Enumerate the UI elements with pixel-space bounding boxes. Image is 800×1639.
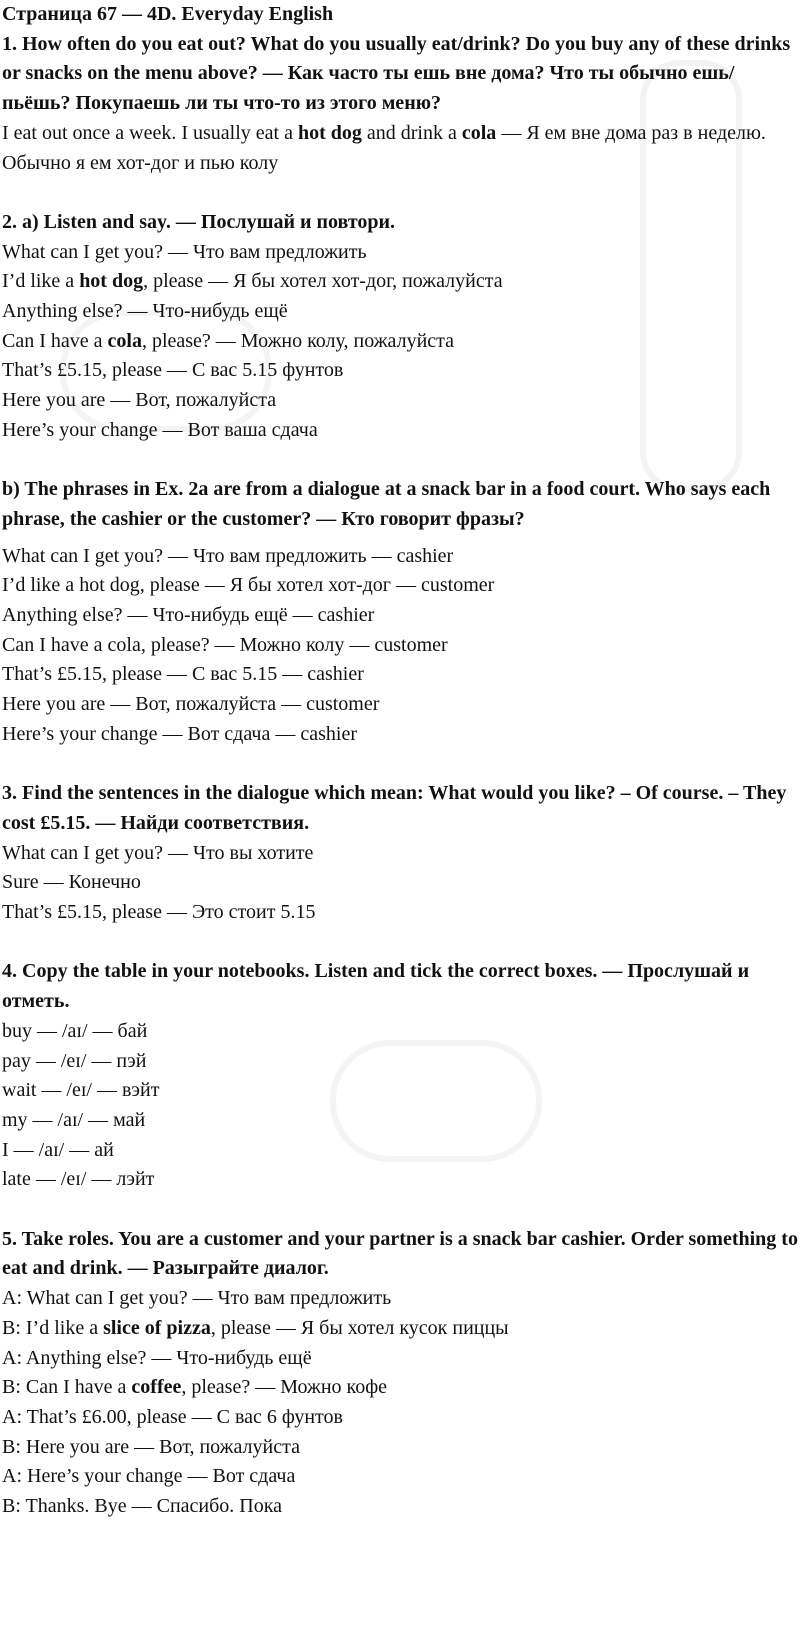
ex2a-line [2, 327, 798, 357]
ex1-answer-bold: cola [461, 121, 497, 144]
ex2a-line: That’s £5.15, please — С вас 5.15 фунтов [2, 359, 344, 382]
ex1-question: 1. How often do you eat out? What do you usually eat/drink? Do you buy any of these drinks or snacks on the menu above? — Как часто ты ешь вне дома? Что ты обычно ешь/пьёшь? Покупаешь ли ты что-то из этого меню? [2, 32, 791, 115]
ex3-line: Sure — Конечно [2, 871, 141, 894]
ex5-line: A: What can I get you? — Что вам предложить [2, 1287, 392, 1310]
ex5-line: A: Anything else? — Что-нибудь ещё [2, 1346, 312, 1369]
ex2b-line: Anything else? — Что-нибудь ещё — cashier [2, 604, 375, 627]
ex1-answer [2, 119, 798, 178]
ex5-bold: slice of pizza [103, 1316, 211, 1339]
ex2a-text: I’d like a [2, 270, 80, 293]
ex2b-line: Here’s your change — Вот сдача — cashier [2, 722, 357, 745]
ex5-line: A: That’s £6.00, please — С вас 6 фунтов [2, 1405, 343, 1428]
page-title: Страница 67 — 4D. Everyday English [2, 3, 334, 25]
ex1-answer-text: and drink a [361, 121, 462, 144]
ex2a-text: , please? — Можно колу, пожалуйста [141, 329, 455, 352]
ex2a-line: Anything else? — Что-нибудь ещё [2, 300, 288, 323]
ex4-line: wait — /eɪ/ — вэйт [2, 1079, 160, 1102]
ex2a-line: What can I get you? — Что вам предложить [2, 240, 367, 263]
ex4-line: pay — /eɪ/ — пэй [2, 1049, 147, 1072]
ex2a-text: , please — Я бы хотел хот-дог, пожалуйста [143, 270, 503, 293]
ex2a-line: Here’s your change — Вот ваша сдача [2, 418, 318, 441]
ex5-text: B: Can I have a [2, 1376, 132, 1399]
ex3-line: That’s £5.15, please — Это стоит 5.15 [2, 901, 316, 924]
document [2, 0, 798, 1522]
ex2a-text: Can I have a [2, 329, 108, 352]
ex4-heading: 4. Copy the table in your notebooks. Listen and tick the correct boxes. — Прослушай и отметь. [2, 960, 750, 1013]
ex1-answer-text: I eat out once a week. I usually eat a [2, 121, 298, 144]
ex2a-bold: hot dog [79, 270, 144, 293]
ex2b-line: I’d like a hot dog, please — Я бы хотел хот-дог — customer [2, 574, 495, 597]
ex5-line: B: Thanks. Bye — Спасибо. Пока [2, 1495, 283, 1518]
ex1-answer-text: — Я ем вне дома раз в неделю. Обычно я ем хот-дог и пью колу [2, 121, 766, 174]
ex4-line: I — /aɪ/ — ай [2, 1138, 114, 1161]
ex5-line [2, 1314, 798, 1344]
ex3-line: What can I get you? — Что вы хотите [2, 841, 314, 864]
ex2b-line: What can I get you? — Что вам предложить — cashier [2, 544, 454, 567]
ex5-text: B: I’d like a [2, 1316, 104, 1339]
ex3-heading: 3. Find the sentences in the dialogue which mean: What would you like? – Of course. – They cost £5.15. — Найди соответствия. [2, 782, 787, 834]
ex2a-line: Here you are — Вот, пожалуйста [2, 389, 277, 412]
ex5-text: , please? — Можно кофе [181, 1376, 388, 1399]
ex2a-bold: cola [107, 329, 142, 352]
ex4-line: my — /aɪ/ — май [2, 1108, 146, 1131]
ex2b-heading: b) The phrases in Ex. 2a are from a dialogue at a snack bar in a food court. Who says each phrase, the cashier or the customer? — Кто говорит фразы? [2, 478, 771, 530]
ex5-bold: coffee [131, 1376, 182, 1399]
ex2b-line: That’s £5.15, please — С вас 5.15 — cashier [2, 663, 364, 686]
ex5-line: A: Here’s your change — Вот сдача [2, 1465, 296, 1488]
ex2a-line [2, 267, 798, 297]
ex4-line: late — /eɪ/ — лэйт [2, 1168, 155, 1191]
ex5-line [2, 1373, 798, 1403]
ex2b-line: Can I have a cola, please? — Можно колу — customer [2, 633, 448, 656]
ex5-heading: 5. Take roles. You are a customer and your partner is a snack bar cashier. Order something to eat and drink. — Разыграйте диалог. [2, 1227, 798, 1280]
ex1-answer-bold: hot dog [297, 121, 362, 144]
ex5-line: B: Here you are — Вот, пожалуйста [2, 1435, 300, 1458]
ex5-text: , please — Я бы хотел кусок пиццы [210, 1316, 509, 1339]
ex2a-heading: 2. a) Listen and say. — Послушай и повтори. [2, 210, 396, 233]
ex4-line: buy — /aɪ/ — бай [2, 1019, 148, 1042]
ex2b-line: Here you are — Вот, пожалуйста — customer [2, 693, 380, 716]
